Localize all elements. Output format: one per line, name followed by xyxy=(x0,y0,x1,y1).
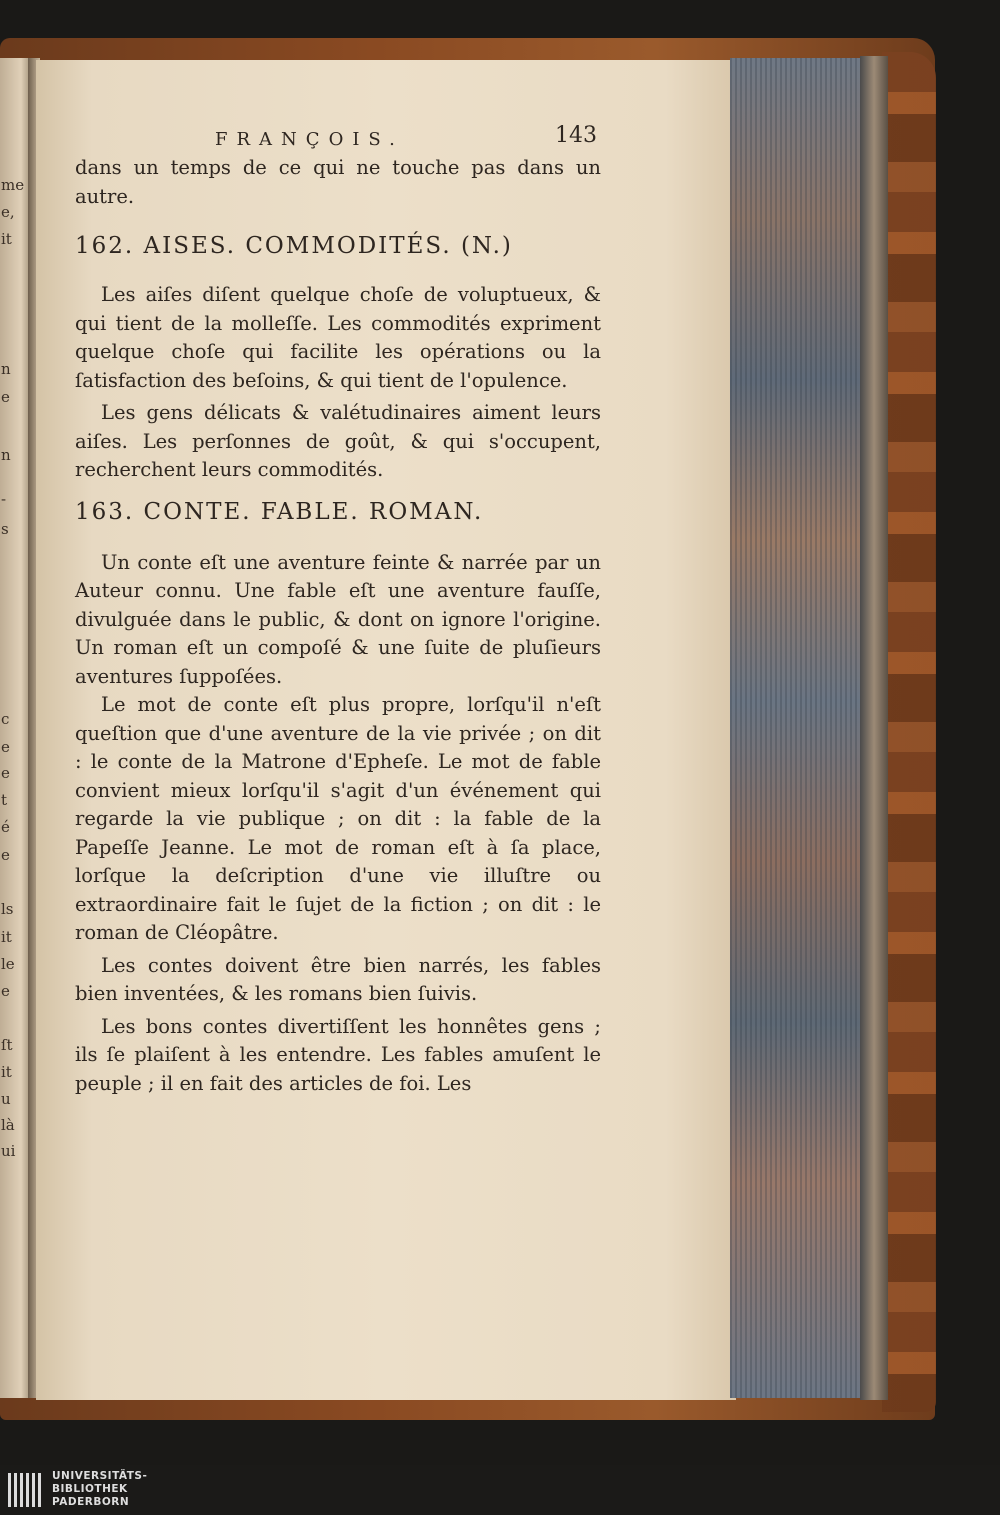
left-fragment: n xyxy=(1,360,11,378)
left-fragment: t xyxy=(1,791,8,809)
left-fragment: e xyxy=(1,982,10,1000)
logo-line: PADERBORN xyxy=(52,1496,130,1508)
left-fragment: n xyxy=(1,446,11,464)
section-heading: 162. AISES. COMMODITÉS. (N.) xyxy=(75,233,513,259)
left-page-edge xyxy=(0,58,30,1398)
left-fragment: ſt xyxy=(1,1036,13,1054)
logo-line: BIBLIOTHEK xyxy=(52,1483,128,1495)
intro-paragraph: dans un temps de ce qui ne touche pas dans un autre. xyxy=(75,156,601,208)
left-fragment: le xyxy=(1,955,15,973)
marbled-fore-edge xyxy=(730,58,880,1398)
left-fragment: là xyxy=(1,1116,15,1134)
left-fragment: é xyxy=(1,818,10,836)
left-fragment: ui xyxy=(1,1142,16,1160)
library-logo-text xyxy=(52,1470,147,1509)
paragraph: Le mot de conte eſt plus propre, lorſqu'il n'eſt queſtion que d'une aventure de la vie privée ; on dit : le conte de la Matrone d'Epheſe. Le mot de fable convient mieux lorſqu'il s'agit d'un événement qui regarde la vie publique ; on dit : la fable de la Papeſſe Jeanne. Le mot de roman eſt à ſa place, lorſque la deſcription d'une vie illuſtre ou extraordinaire fait le ſujet de la fiction ; on dit : le roman de Cléopâtre. xyxy=(75,693,601,944)
left-fragment: e xyxy=(1,738,10,756)
page-number: 143 xyxy=(555,123,597,148)
paragraph: Un conte eſt une aventure feinte & narrée par un Auteur connu. Une fable eſt une aventure fauſſe, divulguée dans le public, & dont on ignore l'origine. Un roman eſt un compoſé & une ſuite de pluſieurs aventures ſuppoſées. xyxy=(75,550,601,688)
section-heading: 163. CONTE. FABLE. ROMAN. xyxy=(75,498,484,525)
left-fragment: - xyxy=(1,490,7,508)
left-fragment: c xyxy=(1,710,10,728)
library-footer xyxy=(0,1465,1000,1515)
left-fragment: e xyxy=(1,764,10,782)
left-fragment: it xyxy=(1,928,12,946)
paragraph: Les aiſes diſent quelque choſe de voluptueux, & qui tient de la molleſſe. Les commodités expriment quelque choſe qui facilite les opérations ou la ſatisfaction des beſoins, & qui tient de l'opulence. xyxy=(75,283,601,392)
left-fragment: e xyxy=(1,846,10,864)
left-fragment: ls xyxy=(1,900,14,918)
fore-edge-shadow xyxy=(860,56,888,1400)
library-logo-icon xyxy=(8,1473,42,1507)
paragraph: Les contes doivent être bien narrés, les fables bien inventées, & les romans bien ſuivis. xyxy=(75,953,601,1005)
running-header xyxy=(75,120,601,154)
logo-line: UNIVERSITÄTS- xyxy=(52,1470,148,1482)
left-fragment: e xyxy=(1,388,10,406)
page-text xyxy=(75,120,601,1098)
left-fragment: me xyxy=(1,176,25,194)
left-fragment: s xyxy=(1,520,9,538)
left-fragment: u xyxy=(1,1090,11,1108)
paragraph: Les gens délicats & valétudinaires aiment leurs aiſes. Les perſonnes de goût, & qui s'occupent, recherchent leurs commodités. xyxy=(75,401,601,481)
running-head: FRANÇOIS. xyxy=(215,129,404,150)
left-fragment: e, xyxy=(1,203,15,221)
left-fragment: it xyxy=(1,230,12,248)
book-cover-edge xyxy=(882,52,936,1412)
left-fragment: it xyxy=(1,1063,12,1081)
paragraph: Les bons contes divertiſſent les honnêtes gens ; ils ſe plaiſent à les entendre. Les fables amuſent le peuple ; il en fait des articles de foi. Les xyxy=(75,1014,601,1095)
